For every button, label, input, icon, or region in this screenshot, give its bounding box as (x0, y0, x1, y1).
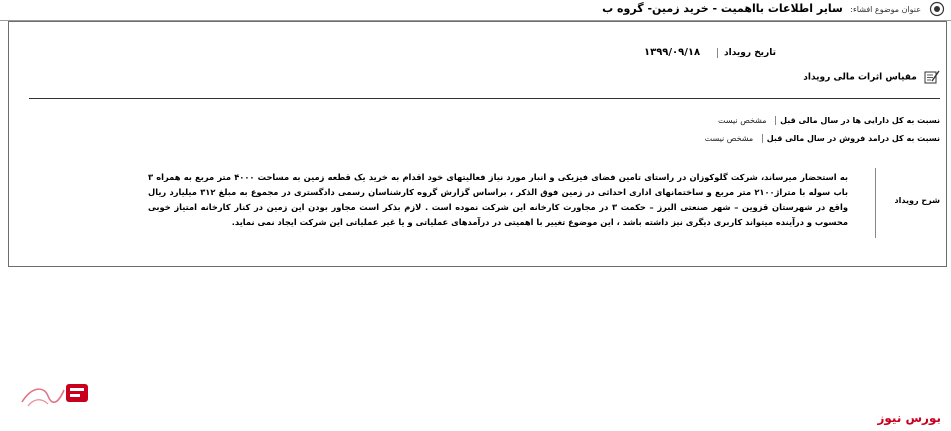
financial-scale-title (803, 70, 940, 84)
subject-value: سایر اطلاعات بااهمیت - خرید زمین- گروه ب (602, 2, 843, 15)
revenue-ratio-label: نسبت به کل درامد فروش در سال مالی قبل (762, 134, 940, 143)
event-date-value: ۱۳۹۹/۰۹/۱۸ (643, 47, 701, 58)
target-icon (929, 1, 945, 17)
assets-ratio-row (718, 116, 940, 125)
assets-ratio-value: مشخص نیست (718, 116, 767, 125)
assets-ratio-label: نسبت به کل دارایی ها در سال مالی قبل (775, 116, 940, 125)
description-text: به استحضار میرساند، شرکت گلوکوزان در راستای تامین فضای فیزیکی و انبار مورد نیاز فعالیتهای خود اقدام به خرید یک قطعه زمین به مساحت ۴۰۰۰ متر مربع به همراه ۳ باب سوله با متراژ۲۱۰۰ متر مربع و ساختمانهای اداری احداثی در زمین فوق الذکر ، براساس گزارش گروه کارشناسان رسمی دادگستری در مجموع به مبلغ ۳۱۲ میلیارد ریال واقع در شهرستان قزوین – شهر صنعتی البرز – حکمت ۳ در مجاورت کارخانه این شرکت نموده است . لازم بذکر است مجاور بودن این زمین در کنار کارخانه امتیاز خوبی محسوب و درآینده میتواند کاربری دیگری نیز داشته باشد ، این موضوع تغییر با اهمیتی در درآمدهای عملیاتی و یا غیر عملیاتی این شرکت ایجاد نمی نماید. (148, 172, 849, 227)
disclosure-subject (602, 2, 921, 17)
section-divider (29, 98, 940, 99)
bourse-news-logo-icon (18, 376, 98, 412)
brand-name[interactable]: بورس نیوز (877, 411, 941, 425)
event-date-row (644, 47, 776, 58)
subject-label: عنوان موضوع افشاء: (850, 5, 921, 14)
event-date-label: تاریخ رویداد (717, 48, 776, 58)
edit-note-icon (924, 70, 940, 84)
description-label: شرح رویداد (894, 196, 940, 205)
revenue-ratio-row (705, 134, 940, 143)
revenue-ratio-value: مشخص نیست (704, 134, 754, 143)
disclosure-subject-bar (0, 0, 951, 21)
disclosure-panel (8, 21, 947, 267)
financial-scale-title-text: مقیاس اثرات مالی رویداد (803, 72, 917, 83)
description-separator (875, 168, 876, 238)
